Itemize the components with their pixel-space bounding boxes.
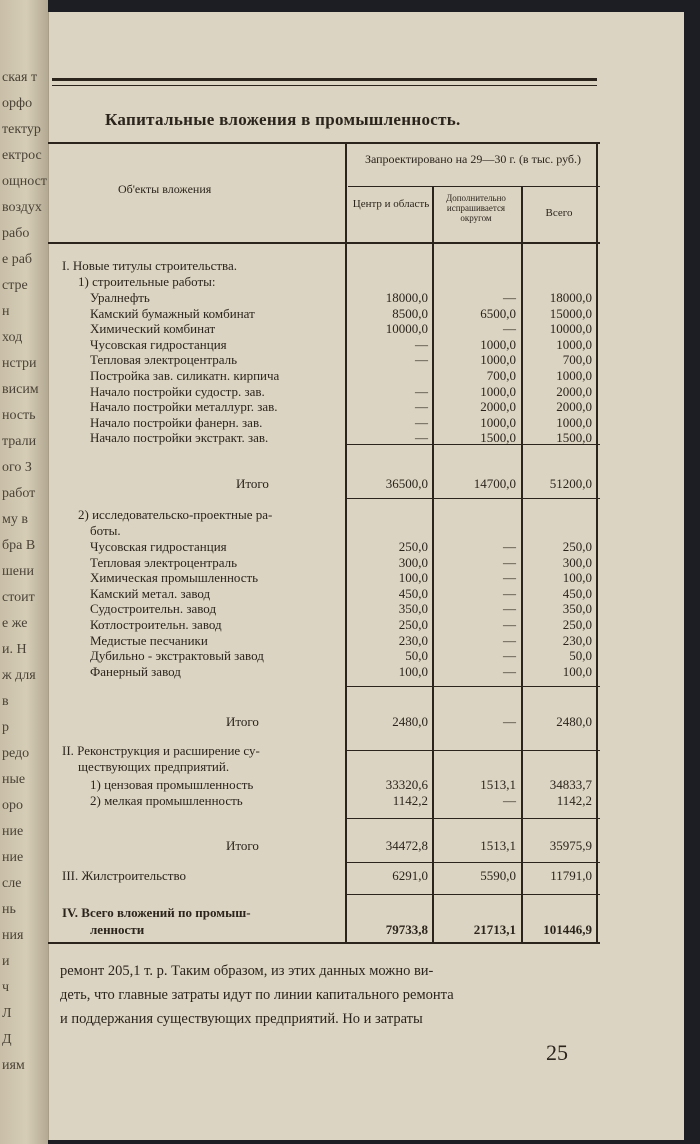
- left-page-text-fragment: ность: [2, 408, 36, 423]
- section-title: ленности: [90, 922, 145, 937]
- value-additional: 6500,0: [480, 305, 516, 321]
- value-center: 100,0: [398, 570, 428, 586]
- value-center: —: [415, 336, 428, 352]
- value-total: 350,0: [562, 601, 592, 617]
- left-page-text-fragment: Д: [2, 1032, 12, 1047]
- value-total: 700,0: [562, 352, 592, 368]
- left-page-text-fragment: ектрос: [2, 148, 42, 163]
- row-label: Чусовская гидростанция: [90, 336, 227, 352]
- value-total: 450,0: [562, 585, 592, 601]
- row-label: Медистые песчаники: [90, 632, 208, 648]
- body-text-line: деть, что главные затраты идут по линии капитального ремонта: [60, 987, 454, 1003]
- left-page-text-fragment: воздух: [2, 200, 42, 215]
- value-total: 230,0: [562, 632, 592, 648]
- value-center: —: [415, 414, 428, 430]
- left-page-text-fragment: Л: [2, 1006, 12, 1021]
- left-page-text-fragment: оро: [2, 798, 23, 813]
- subsection-title: боты.: [90, 523, 121, 538]
- row-label: Начало постройки судостр. зав.: [90, 383, 265, 399]
- value-total: 50,0: [569, 648, 592, 664]
- value-additional: —: [503, 554, 516, 570]
- value-center: —: [415, 430, 428, 446]
- row-label: 1) цензовая промышленность: [90, 777, 254, 792]
- value-total: 1142,2: [556, 792, 592, 808]
- value-center: 6291,0: [392, 868, 428, 883]
- value-additional: —: [503, 792, 516, 808]
- row-label: Итого: [226, 838, 259, 853]
- section-title: ществующих предприятий.: [78, 759, 230, 774]
- value-center: —: [415, 383, 428, 399]
- value-additional: —: [503, 601, 516, 617]
- value-center: 18000,0: [385, 290, 428, 305]
- row-label: 2) мелкая промышленность: [90, 792, 243, 808]
- value-additional: 1000,0: [480, 414, 516, 430]
- left-page-edge: [0, 0, 48, 1144]
- value-center: 8500,0: [392, 305, 428, 321]
- left-page-text-fragment: сле: [2, 876, 22, 891]
- value-center: 34472,8: [385, 838, 428, 853]
- body-text-line: и поддержания существующих предприятий. Но и затраты: [60, 1011, 423, 1027]
- value-center: 450,0: [398, 585, 428, 601]
- value-additional: —: [503, 714, 516, 729]
- left-page-text-fragment: му в: [2, 512, 28, 527]
- value-additional: 1513,1: [480, 777, 516, 792]
- value-center: 1142,2: [392, 792, 428, 808]
- value-total: 250,0: [562, 617, 592, 632]
- left-page-text-fragment: тектур: [2, 122, 41, 137]
- value-total: 34833,7: [549, 777, 592, 792]
- value-total: 2000,0: [556, 383, 592, 399]
- table-title: Капитальные вложения в промышленность.: [105, 110, 461, 129]
- value-additional: —: [503, 290, 516, 305]
- left-page-text-fragment: е раб: [2, 252, 33, 267]
- value-center: 79733,8: [385, 922, 428, 937]
- value-total: 100,0: [562, 663, 592, 679]
- page-number: 25: [546, 1040, 568, 1065]
- value-total: 2480,0: [556, 714, 592, 729]
- top-rule: [52, 78, 597, 81]
- value-center: 250,0: [398, 539, 428, 554]
- row-label: Начало постройки экстракт. зав.: [90, 430, 269, 446]
- value-additional: 700,0: [486, 368, 516, 383]
- value-total: 1000,0: [556, 368, 592, 383]
- value-additional: 1000,0: [480, 336, 516, 352]
- header-center-region: Центр и область: [352, 198, 430, 210]
- row-label: Фанерный завод: [90, 663, 181, 679]
- left-page-text-fragment: ощност: [2, 174, 47, 189]
- section-title: II. Реконструкция и расширение су-: [62, 743, 260, 758]
- value-center: —: [415, 352, 428, 368]
- value-total: 35975,9: [549, 838, 592, 853]
- value-center: 230,0: [398, 632, 428, 648]
- value-total: 101446,9: [543, 922, 592, 937]
- row-label: Камский метал. завод: [90, 585, 211, 601]
- value-center: 33320,6: [385, 777, 428, 792]
- row-label: Химическая промышленность: [90, 570, 259, 586]
- subsection-title: 1) строительные работы:: [78, 274, 216, 289]
- row-label: Тепловая электроцентраль: [90, 352, 238, 368]
- row-label: Итого: [226, 714, 259, 729]
- value-additional: —: [503, 617, 516, 632]
- value-center: 10000,0: [385, 321, 428, 337]
- value-additional: 2000,0: [480, 399, 516, 415]
- left-page-text-fragment: работ: [2, 486, 36, 501]
- left-page-text-fragment: ные: [2, 772, 26, 787]
- value-total: 11791,0: [550, 868, 592, 883]
- row-label: Постройка зав. силикатн. кирпича: [90, 368, 280, 383]
- value-additional: 1000,0: [480, 383, 516, 399]
- left-page-text-fragment: ния: [2, 928, 24, 943]
- header-planned: Запроектировано на 29—30 г. (в тыс. руб.): [364, 152, 582, 166]
- left-page-text-fragment: и: [2, 954, 10, 969]
- header-objects: Об'екты вложения: [118, 182, 212, 196]
- value-additional: —: [503, 585, 516, 601]
- row-label: Камский бумажный комбинат: [90, 305, 255, 321]
- value-total: 18000,0: [549, 290, 592, 305]
- value-total: 51200,0: [549, 476, 592, 491]
- value-additional: 1513,1: [480, 838, 516, 853]
- row-label: Уралнефть: [90, 290, 150, 305]
- row-label: Тепловая электроцентраль: [90, 554, 238, 570]
- header-total: Всего: [545, 207, 573, 219]
- value-total: 1500,0: [556, 430, 592, 446]
- left-page-text-fragment: нстри: [2, 356, 37, 371]
- row-label: Судостроительн. завод: [90, 601, 217, 617]
- left-page-text-fragment: рабо: [2, 226, 30, 241]
- row-label: Котлостроительн. завод: [90, 617, 222, 632]
- value-center: —: [415, 399, 428, 415]
- left-page-text-fragment: трали: [2, 434, 37, 449]
- header-additional-district: Дополнительно испрашивается округом: [446, 193, 506, 223]
- value-additional: 5590,0: [480, 868, 516, 883]
- value-additional: —: [503, 632, 516, 648]
- left-page-text-fragment: ч: [2, 980, 10, 995]
- value-total: 300,0: [562, 554, 592, 570]
- value-center: 36500,0: [385, 476, 428, 491]
- value-additional: —: [503, 663, 516, 679]
- value-total: 100,0: [562, 570, 592, 586]
- left-page-text-fragment: ние: [2, 850, 24, 865]
- left-page-text-fragment: нь: [2, 902, 16, 917]
- body-text-line: ремонт 205,1 т. р. Таким образом, из этих данных можно ви-: [60, 963, 434, 979]
- value-additional: 14700,0: [473, 476, 516, 491]
- value-additional: —: [503, 570, 516, 586]
- value-total: 10000,0: [549, 321, 592, 337]
- subsection-title: 2) исследовательско-проектные ра-: [78, 507, 273, 522]
- left-page-text-fragment: в: [2, 694, 9, 709]
- left-page-text-fragment: шени: [2, 564, 34, 579]
- left-page-text-fragment: ж для: [2, 668, 36, 683]
- value-center: 50,0: [405, 648, 428, 664]
- left-page-text-fragment: е же: [2, 616, 28, 631]
- value-additional: 1500,0: [480, 430, 516, 446]
- row-label: Начало постройки фанерн. зав.: [90, 414, 263, 430]
- value-center: 250,0: [398, 617, 428, 632]
- left-page-text-fragment: и. Н: [2, 642, 27, 657]
- left-page-text-fragment: бра В: [2, 538, 36, 553]
- value-additional: 1000,0: [480, 352, 516, 368]
- section-title: IV. Всего вложений по промыш-: [62, 905, 251, 920]
- left-page-text-fragment: н: [2, 304, 10, 319]
- value-total: 2000,0: [556, 399, 592, 415]
- row-label: Начало постройки металлург. зав.: [90, 399, 278, 415]
- left-page-text-fragment: стоит: [2, 590, 35, 605]
- value-additional: —: [503, 321, 516, 337]
- left-page-text-fragment: орфо: [2, 96, 33, 111]
- top-rule-thin: [52, 85, 597, 86]
- value-center: 300,0: [398, 554, 428, 570]
- value-total: 1000,0: [556, 414, 592, 430]
- left-page-text-fragment: иям: [2, 1058, 25, 1073]
- value-total: 1000,0: [556, 336, 592, 352]
- value-center: 350,0: [398, 601, 428, 617]
- left-page-text-fragment: висим: [2, 382, 39, 397]
- value-center: 2480,0: [392, 714, 428, 729]
- value-center: 100,0: [398, 663, 428, 679]
- value-additional: —: [503, 539, 516, 554]
- value-additional: —: [503, 648, 516, 664]
- value-additional: 21713,1: [473, 922, 516, 937]
- row-label: Чусовская гидростанция: [90, 539, 227, 554]
- left-page-text-fragment: редо: [2, 746, 30, 761]
- value-total: 250,0: [562, 539, 592, 554]
- left-page-text-fragment: ого З: [2, 460, 32, 475]
- left-page-text-fragment: ская т: [2, 70, 38, 85]
- row-label: Итого: [236, 476, 269, 491]
- value-total: 15000,0: [549, 305, 592, 321]
- left-page-text-fragment: стре: [2, 278, 28, 293]
- row-label: Дубильно - экстрактовый завод: [90, 648, 264, 664]
- row-label: Химический комбинат: [90, 321, 216, 337]
- left-page-text-fragment: ние: [2, 824, 24, 839]
- section-title: I. Новые титулы строительства.: [62, 258, 238, 273]
- left-page-text-fragment: ход: [2, 330, 23, 345]
- row-label: III. Жилстроительство: [62, 868, 187, 883]
- left-page-text-fragment: р: [2, 720, 9, 735]
